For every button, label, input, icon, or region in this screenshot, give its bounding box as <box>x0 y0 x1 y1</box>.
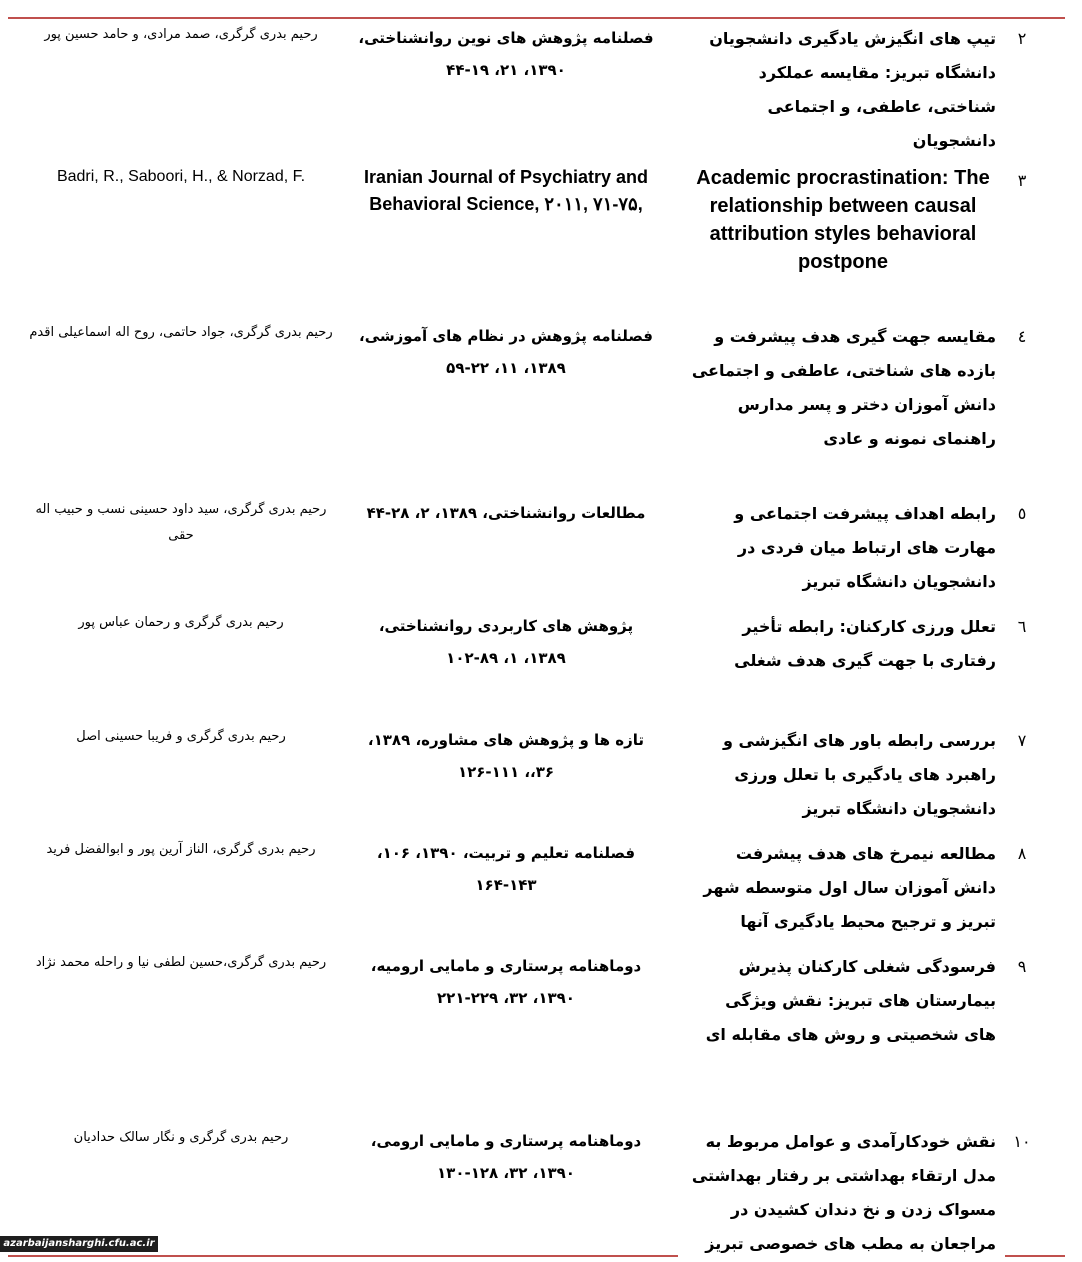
authors: Badri, R., Saboori, H., & Norzad, F. <box>56 168 306 185</box>
paper-title: مقایسه جهت گیری هدف پیشرفت و بازده های شناختی، عاطفی و اجتماعی دانش آموزان دختر و پسر مدارس راهنمای نمونه و عادی <box>691 327 996 448</box>
journal-info: فصلنامه پژوهش در نظام های آموزشی، ۱۳۸۹، ۱۱، ۲۲-۵۹ <box>359 327 653 377</box>
authors: رحیم بدری گرگری، جواد حاتمی، روح اله اسماعیلی اقدم <box>29 325 333 340</box>
journal-info: تازه ها و پژوهش های مشاوره، ۱۳۸۹، ۳۶،، ۱۱۱-۱۲۶ <box>367 731 645 781</box>
authors: رحیم بدری گرگری، صمد مرادی، و حامد حسین پور <box>44 27 318 42</box>
paper-title: تعلل ورزی کارکنان: رابطه تأخیر رفتاری با جهت گیری هدف شغلی <box>734 617 996 670</box>
row-number: ٥ <box>1017 504 1027 523</box>
authors: رحیم بدری گرگری و رحمان عباس پور <box>78 615 284 630</box>
row-number: ۸ <box>1017 844 1027 863</box>
journal-info: دوماهنامه پرستاری و مامایی ارومیه، ۱۳۹۰، ۳۲، ۲۲۹-۲۲۱ <box>370 957 642 1007</box>
row-number: ۳ <box>1017 171 1027 190</box>
authors: رحیم بدری گرگری و فریبا حسینی اصل <box>76 729 286 744</box>
top-rule <box>8 17 1065 19</box>
authors: رحیم بدری گرگری و نگار سالک حدادیان <box>73 1130 289 1145</box>
paper-title: مطالعه نیمرخ های هدف پیشرفت دانش آموزان سال اول متوسطه شهر تبریز و ترجیح محیط یادگیری آنها <box>703 844 996 931</box>
journal-info: پژوهش های کاربردی روانشناختی، ۱۳۸۹، ۱، ۸۹-۱۰۲ <box>378 617 634 667</box>
row-number: ۲ <box>1017 29 1027 48</box>
paper-title: Academic procrastination: The relationship between causal attribution styles behavioral postpone <box>696 167 990 273</box>
paper-title: فرسودگی شغلی کارکنان پذیرش بیمارستان های تبریز: نقش ویژگی های شخصیتی و روش های مقابله ای <box>705 957 996 1044</box>
row-number: ۷ <box>1017 731 1027 750</box>
authors: رحیم بدری گرگری،حسین لطفی نیا و راحله محمد نژاد <box>35 955 327 970</box>
journal-info: Iranian Journal of Psychiatry and Behavioral Science, ۲۰۱۱, ۷۱-۷۵, <box>363 167 649 214</box>
authors: رحیم بدری گرگری، الناز آرین پور و ابوالفضل فرید <box>46 842 316 857</box>
row-number: ٦ <box>1017 617 1027 636</box>
journal-info: فصلنامه تعلیم و تربیت، ۱۳۹۰، ۱۰۶، ۱۴۳-۱۶۴ <box>376 844 636 894</box>
journal-info: فصلنامه پژوهش های نوین روانشناختی، ۱۳۹۰، ۲۱، ۱۹-۴۴ <box>358 29 654 79</box>
authors: رحیم بدری گرگری، سید داود حسینی نسب و حبیب اله حقی <box>35 502 327 543</box>
site-watermark: azarbaijansharghi.cfu.ac.ir <box>0 1236 158 1252</box>
paper-title: بررسی رابطه باور های انگیزشی و راهبرد های یادگیری با تعلل ورزی دانشجویان دانشگاه تبریز <box>722 731 996 818</box>
bottom-rule-right <box>1005 1255 1065 1257</box>
bottom-rule-left <box>8 1255 678 1257</box>
row-number: ۱۰ <box>1013 1132 1031 1151</box>
row-number: ۹ <box>1017 957 1027 976</box>
paper-title: رابطه اهداف پیشرفت اجتماعی و مهارت های ارتباط میان فردی در دانشجویان دانشگاه تبریز <box>734 504 996 591</box>
row-number: ٤ <box>1017 327 1027 346</box>
journal-info: دوماهنامه پرستاری و مامایی ارومی، ۱۳۹۰، ۳۲، ۱۲۸-۱۳۰ <box>370 1132 642 1182</box>
paper-title: نقش خودکارآمدی و عوامل مربوط به مدل ارتقاء بهداشتی بر رفتار بهداشتی مسواک زدن و نخ دندان کشیدن در مراجعان به مطب های خصوصی تبریز <box>691 1132 996 1253</box>
journal-info: مطالعات روانشناختی، ۱۳۸۹، ۲، ۲۸-۴۴ <box>366 504 646 522</box>
paper-title: تیپ های انگیزش یادگیری دانشجویان دانشگاه تبریز: مقایسه عملکرد شناختی، عاطفی، و اجتماعی دانشجویان <box>709 29 996 150</box>
